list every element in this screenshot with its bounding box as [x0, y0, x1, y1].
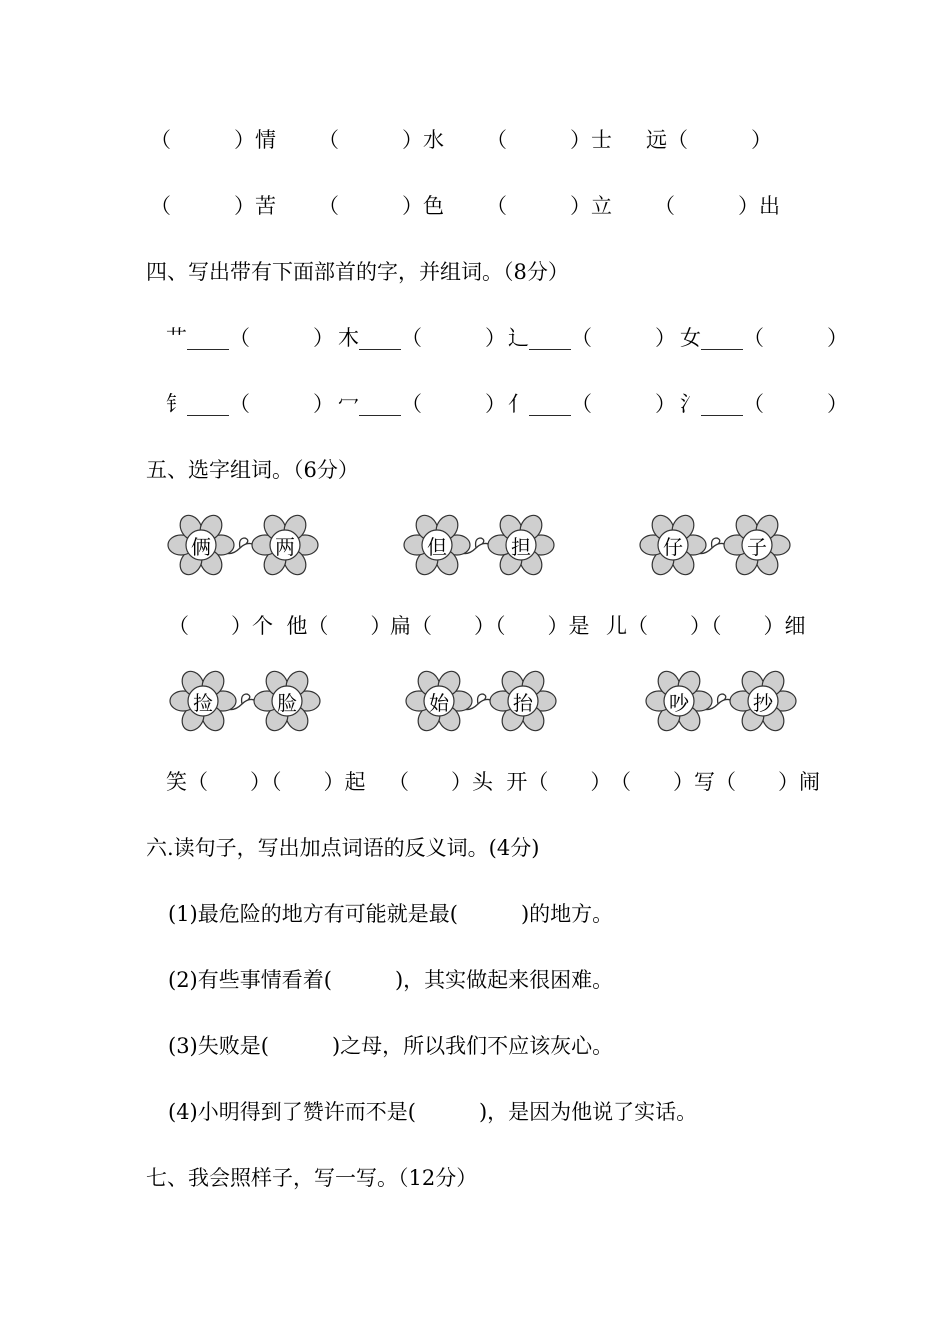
- flower-icon: [638, 510, 708, 580]
- word-choice-answer[interactable]: 儿（ ）（ ）细: [606, 614, 806, 638]
- flower-character: 吵: [669, 690, 689, 715]
- flower-character: 仔: [663, 534, 683, 559]
- section-title: 四、写出带有下面部首的字，并组词。（8分）: [146, 260, 569, 284]
- flower-character: 捡: [193, 690, 213, 715]
- flower-icon: [168, 666, 238, 736]
- radical-blank[interactable]: 亻____（ ）: [508, 392, 676, 416]
- flower-pair: [638, 510, 788, 580]
- flower-icon: [722, 510, 792, 580]
- fill-blank-item[interactable]: （ ）士: [486, 128, 612, 152]
- word-choice-answer[interactable]: 扁（ ）（ ）是: [390, 614, 590, 638]
- flower-pair: [404, 666, 554, 736]
- flower-pair: [644, 666, 794, 736]
- flower-icon: [728, 666, 798, 736]
- fill-blank-item[interactable]: （ ）情: [150, 128, 276, 152]
- flower-icon: [486, 510, 556, 580]
- radical-blank[interactable]: 钅____（ ）: [166, 392, 334, 416]
- section-title: 七、我会照样子，写一写。（12分）: [146, 1166, 478, 1190]
- flower-icon: [404, 666, 474, 736]
- flower-character: 子: [747, 534, 767, 559]
- flower-icon: [250, 510, 320, 580]
- flower-pair: [168, 666, 318, 736]
- section-title: 五、选字组词。（6分）: [146, 458, 359, 482]
- flower-icon: [402, 510, 472, 580]
- flower-character: 抄: [753, 690, 773, 715]
- radical-blank[interactable]: 冖____（ ）: [338, 392, 506, 416]
- radical-blank[interactable]: 木____（ ）: [338, 326, 506, 350]
- radical-blank[interactable]: 艹____（ ）: [166, 326, 334, 350]
- word-choice-answer[interactable]: （ ）个 他（ ）: [168, 614, 392, 638]
- sentence-item[interactable]: (1)最危险的地方有可能就是最( )的地方。: [168, 902, 614, 926]
- flower-character: 始: [429, 690, 449, 715]
- flower-icon: [644, 666, 714, 736]
- fill-blank-item[interactable]: （ ）苦: [150, 194, 276, 218]
- radical-blank[interactable]: 辶____（ ）: [508, 326, 676, 350]
- flower-character: 担: [511, 534, 531, 559]
- fill-blank-item[interactable]: （ ）色: [318, 194, 444, 218]
- flower-pair: [402, 510, 552, 580]
- word-choice-answer[interactable]: （ ）写（ ）闹: [610, 770, 820, 794]
- flower-character: 脸: [277, 690, 297, 715]
- flower-character: 两: [275, 534, 295, 559]
- flower-pair: [166, 510, 316, 580]
- fill-blank-item[interactable]: （ ）水: [318, 128, 444, 152]
- flower-icon: [488, 666, 558, 736]
- radical-blank[interactable]: 氵____（ ）: [680, 392, 848, 416]
- radical-blank[interactable]: 女____（ ）: [680, 326, 848, 350]
- fill-blank-item[interactable]: 远（ ）: [646, 128, 772, 152]
- fill-blank-item[interactable]: （ ）出: [654, 194, 780, 218]
- fill-blank-item[interactable]: （ ）立: [486, 194, 612, 218]
- sentence-item[interactable]: (2)有些事情看着( )，其实做起来很困难。: [168, 968, 614, 992]
- flower-icon: [252, 666, 322, 736]
- flower-character: 但: [427, 534, 447, 559]
- word-choice-answer[interactable]: （ ）头 开（ ）: [388, 770, 612, 794]
- sentence-item[interactable]: (3)失败是( )之母，所以我们不应该灰心。: [168, 1034, 614, 1058]
- flower-character: 俩: [191, 534, 211, 559]
- sentence-item[interactable]: (4)小明得到了赞许而不是( )，是因为他说了实话。: [168, 1100, 698, 1124]
- flower-icon: [166, 510, 236, 580]
- word-choice-answer[interactable]: 笑（ ）（ ）起: [166, 770, 366, 794]
- section-title: 六.读句子，写出加点词语的反义词。(4分): [146, 836, 540, 860]
- flower-character: 抬: [513, 690, 533, 715]
